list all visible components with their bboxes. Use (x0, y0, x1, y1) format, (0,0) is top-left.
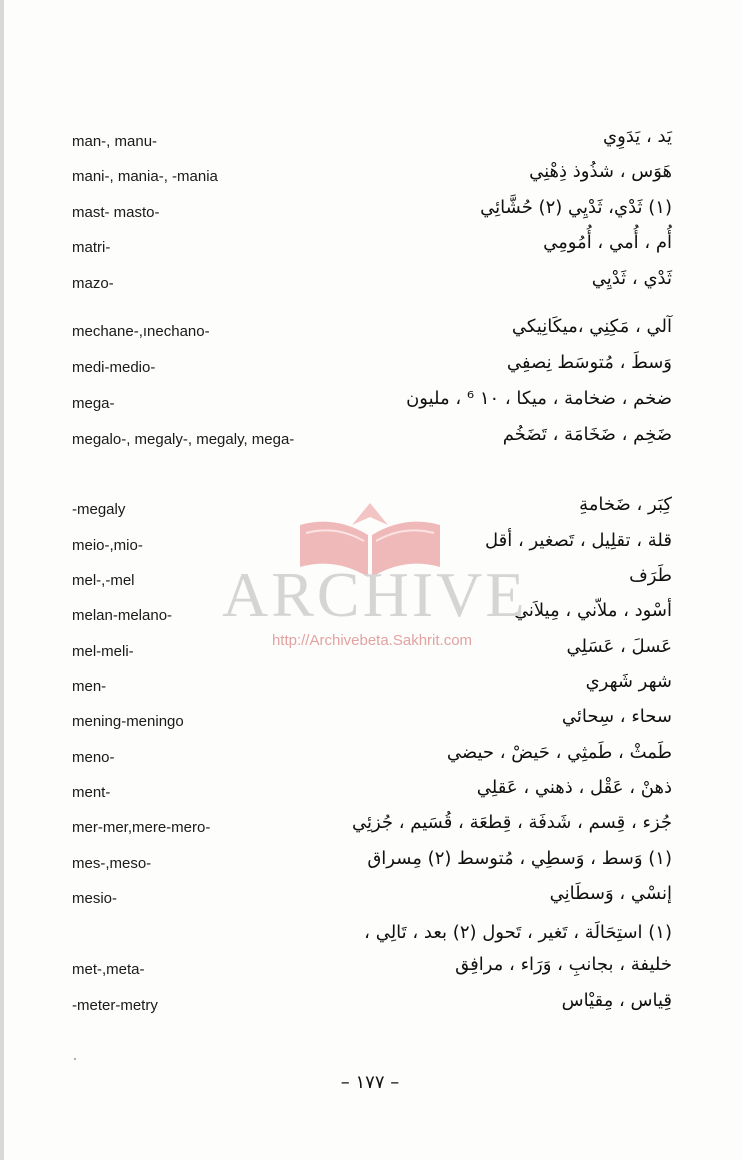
entry-arabic: كِبَر ، ضَخامةِ (579, 494, 672, 515)
entry-arabic: أُم ، أُمي ، أُمُومِي (543, 232, 672, 253)
entry-arabic: ثَدْي ، ثَدْيِي (591, 268, 672, 289)
entry-latin: mesio- (72, 890, 118, 907)
entry-arabic: سحاء ، سِحائي (561, 706, 672, 727)
entry-latin: mes-,meso- (72, 855, 152, 872)
entry-latin: meio-,mio- (72, 537, 143, 554)
entry-arabic: يَد ، يَدَوِي (603, 126, 672, 147)
entry-latin: met-,meta- (72, 961, 145, 978)
entry-latin: mechane-,ınechano- (72, 323, 210, 340)
entry-arabic: آلي ، مَكِنِي ،ميكَانِيكي (511, 316, 672, 337)
entry-arabic: (١) وَسط ، وَسطِي ، مُتوسط (٢) مِسراق (367, 848, 672, 869)
entry-arabic: قلة ، تقلِيل ، تَصغير ، أقل (484, 530, 672, 551)
entry-arabic: وَسطَ ، مُتوسَط نِصفِي (506, 352, 672, 373)
page-number: – ١٧٧ – (340, 1072, 400, 1093)
entry-latin: mani-, mania-, -mania (72, 168, 218, 185)
entry-latin: medi-medio- (72, 359, 156, 376)
page-edge-shadow (0, 0, 4, 1160)
entry-arabic: خليفة ، بجانبِ ، وَرَاء ، مرافِق (455, 954, 672, 975)
entry-latin: megalo-, megaly-, megaly, mega- (72, 431, 295, 448)
entry-latin: men- (72, 678, 107, 695)
entry-latin: mening-meningo (72, 713, 184, 730)
entry-arabic: (١) ثَدْي، ثَدْيِي (٢) حُشَّائِي (480, 197, 672, 218)
watermark-text: ARCHIVE (222, 559, 528, 630)
entry-arabic: أسْود ، ملاّني ، مِيلاَني (513, 600, 672, 621)
entry-latin: mega- (72, 395, 115, 412)
entry-latin: mel-,-mel (72, 572, 135, 589)
entry-arabic: قِياس ، مِقيْاس (561, 990, 672, 1011)
entry-latin: man-, manu- (72, 133, 158, 150)
entry-arabic: طَرَف (629, 565, 672, 586)
entry-latin: mel-meli- (72, 643, 134, 660)
entry-arabic: عَسلَ ، عَسَلِي (566, 636, 672, 657)
entry-latin: mer-mer,mere-mero- (72, 819, 211, 836)
entry-latin: matri- (72, 239, 111, 256)
watermark-url: http://Archivebeta.Sakhrit.com (271, 632, 473, 649)
entry-arabic: جُزء ، قِسم ، شَدفَة ، قِطعَة ، قُسَيم ، جُزئِي (351, 812, 672, 833)
entry-arabic-continued: (١) استِحَالَة ، تَغير ، تَحول (٢) بعد ، تَالِي ، (364, 922, 672, 943)
entry-latin: -megaly (72, 501, 126, 518)
entry-arabic: ذهنْ ، عَقْل ، ذهني ، عَقلِي (476, 777, 672, 798)
entry-latin: -meter-metry (72, 997, 158, 1014)
entry-latin: mast- masto- (72, 204, 160, 221)
entry-arabic: ضَخِم ، ضَخَامَة ، تَضَخُم (502, 424, 672, 445)
entry-latin: mazo- (72, 275, 114, 292)
entry-latin: ment- (72, 784, 111, 801)
entry-latin: meno- (72, 749, 115, 766)
entry-arabic: شهر شَهري (585, 671, 672, 692)
speck (74, 1058, 76, 1060)
entry-arabic: ضخم ، ضخامة ، ميكا ، ١٠ ⁶ ، مليون (406, 388, 672, 409)
entry-arabic: طَمثْ ، طَمثِي ، حَيضْ ، حيضي (446, 742, 672, 763)
entry-arabic: هَوَس ، شذُوذ ذِهْنِي (529, 161, 672, 182)
entry-latin: melan-melano- (72, 607, 173, 624)
entry-arabic: إنسْي ، وَسطَانِي (549, 883, 672, 904)
